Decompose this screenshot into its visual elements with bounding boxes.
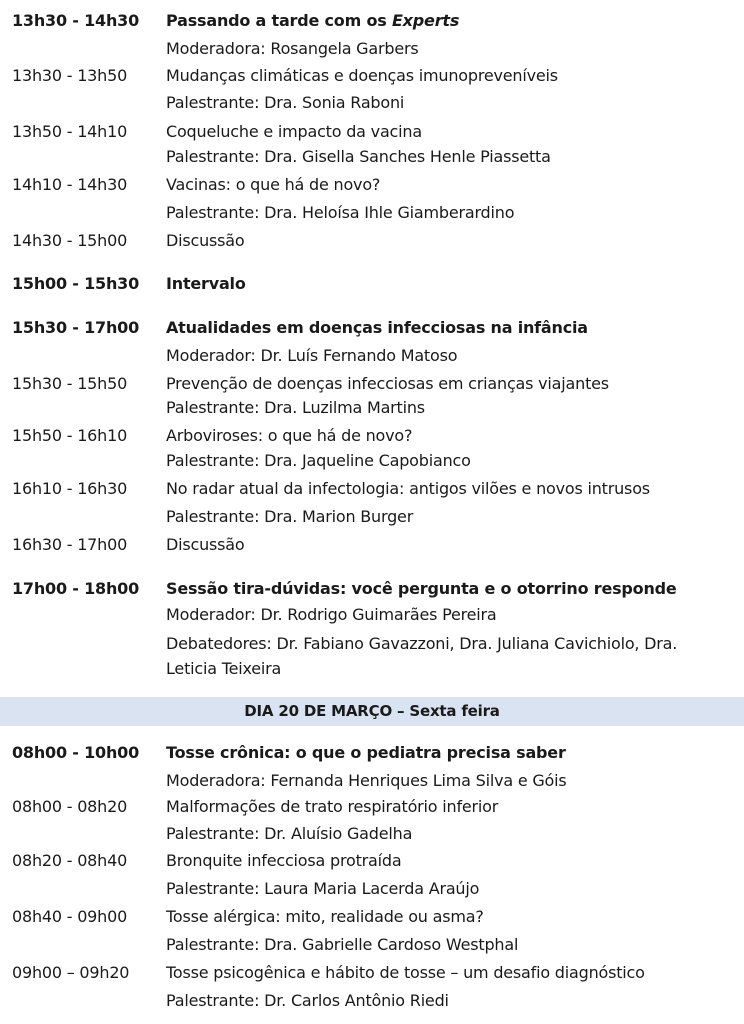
speaker-line: Palestrante: Laura Maria Lacerda Araújo bbox=[166, 879, 480, 898]
talk-row: 14h10 - 14h30 Vacinas: o que há de novo? bbox=[12, 175, 381, 194]
talk-row: 15h50 - 16h10 Arboviroses: o que há de novo? bbox=[12, 426, 413, 445]
day-header bbox=[0, 697, 744, 726]
session-time: 13h30 - 14h30 bbox=[12, 11, 140, 30]
session-header: 08h00 - 10h00 Tosse crônica: o que o pediatra precisa saber bbox=[12, 743, 566, 762]
speaker-line: Palestrante: Dra. Luzilma Martins bbox=[166, 398, 425, 417]
moderator-line: Moderadora: Rosangela Garbers bbox=[166, 39, 419, 58]
talk-row: 08h20 - 08h40 Bronquite infecciosa protraída bbox=[12, 851, 402, 870]
speaker-line: Palestrante: Dr. Aluísio Gadelha bbox=[166, 824, 413, 843]
session-header: 17h00 - 18h00 Sessão tira-dúvidas: você pergunta e o otorrino responde bbox=[12, 579, 677, 598]
talk-row: 15h30 - 15h50 Prevenção de doenças infecciosas em crianças viajantes bbox=[12, 374, 609, 393]
debaters-line: Leticia Teixeira bbox=[166, 659, 282, 678]
speaker-line: Palestrante: Dra. Marion Burger bbox=[166, 507, 414, 526]
moderator-line: Moderadora: Fernanda Henriques Lima Silva e Góis bbox=[166, 771, 567, 790]
session-header: 15h30 - 17h00 Atualidades em doenças infecciosas na infância bbox=[12, 318, 588, 337]
discussion-row: 16h30 - 17h00 Discussão bbox=[12, 535, 245, 554]
talk-row: 09h00 – 09h20 Tosse psicogênica e hábito de tosse – um desafio diagnóstico bbox=[12, 963, 645, 982]
break-row: 15h00 - 15h30 Intervalo bbox=[12, 274, 246, 293]
talk-row: 13h50 - 14h10 Coqueluche e impacto da vacina bbox=[12, 122, 422, 141]
speaker-line: Palestrante: Dra. Sonia Raboni bbox=[166, 93, 405, 112]
debaters-line: Debatedores: Dr. Fabiano Gavazzoni, Dra. Juliana Cavichiolo, Dra. bbox=[166, 634, 678, 653]
moderator-line: Moderador: Dr. Luís Fernando Matoso bbox=[166, 346, 458, 365]
discussion-row: 14h30 - 15h00 Discussão bbox=[12, 231, 245, 250]
talk-row: 08h40 - 09h00 Tosse alérgica: mito, realidade ou asma? bbox=[12, 907, 484, 926]
session-header bbox=[0, 9, 744, 35]
moderator-line: Moderador: Dr. Rodrigo Guimarães Pereira bbox=[166, 605, 497, 624]
speaker-line: Palestrante: Dra. Gisella Sanches Henle Piassetta bbox=[166, 147, 551, 166]
talk-row: 16h10 - 16h30 No radar atual da infectologia: antigos vilões e novos intrusos bbox=[12, 479, 650, 498]
day-label: DIA 20 DE MARÇO – Sexta feira bbox=[244, 702, 500, 720]
speaker-line: Palestrante: Dr. Carlos Antônio Riedi bbox=[166, 991, 449, 1010]
speaker-line: Palestrante: Dra. Gabrielle Cardoso Westphal bbox=[166, 935, 519, 954]
speaker-line: Palestrante: Dra. Heloísa Ihle Giamberardino bbox=[166, 203, 515, 222]
talk-row: 08h00 - 08h20 Malformações de trato respiratório inferior bbox=[12, 797, 499, 816]
session-title: Passando a tarde com os Experts bbox=[166, 11, 460, 30]
talk-row: 13h30 - 13h50 Mudanças climáticas e doenças imunopreveníveis bbox=[12, 66, 558, 85]
speaker-line: Palestrante: Dra. Jaqueline Capobianco bbox=[166, 451, 471, 470]
